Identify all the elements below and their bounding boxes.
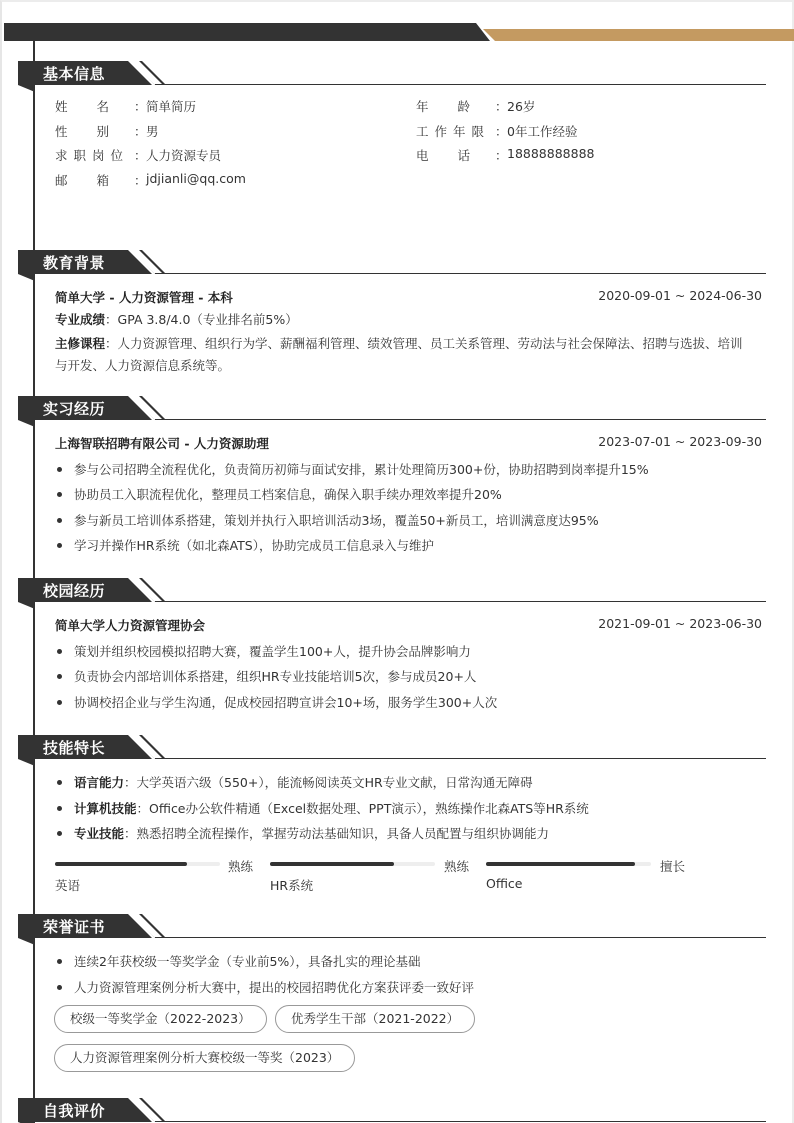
campus-bullet: 协调校招企业与学生沟通，促成校园招聘宣讲会10+场，服务学生300+人次 <box>55 693 497 711</box>
section-header <box>18 250 766 274</box>
info-label-char: 姓 <box>55 99 68 114</box>
info-colon: ： <box>495 148 508 163</box>
section-honors <box>18 914 766 938</box>
info-label-char: 岗 <box>91 148 105 163</box>
info-value-position: 人力资源专员 <box>146 148 222 163</box>
section-divider <box>155 758 766 759</box>
section-header <box>18 396 766 420</box>
internship-bullet: 学习并操作HR系统（如北森ATS），协助完成员工信息录入与维护 <box>55 536 434 554</box>
gpa-label: 专业成绩 <box>55 312 106 327</box>
education-courses <box>55 333 762 355</box>
info-label-char: 话 <box>457 148 470 163</box>
internship-bullet: 协助员工入职流程优化，整理员工档案信息，确保入职手续办理效率提升20% <box>55 485 502 503</box>
stripes-icon <box>114 735 169 759</box>
info-label-char: 位 <box>110 148 123 163</box>
section-header <box>18 1098 766 1122</box>
honor-tag: 校级一等奖学金（2022-2023） <box>54 1005 267 1033</box>
info-colon: ： <box>134 173 147 188</box>
info-label-char: 电 <box>416 148 429 163</box>
section-header <box>18 578 766 602</box>
section-skills <box>18 735 766 759</box>
info-label-char: 龄 <box>457 99 470 114</box>
section-tab-fold <box>18 85 35 92</box>
stripes-icon <box>114 578 169 602</box>
courses-value: ：人力资源管理、组织行为学、薪酬福利管理、绩效管理、员工关系管理、劳动法与社会保障法、招聘与选拔、培训 <box>105 336 743 351</box>
info-label-char: 年 <box>452 124 466 139</box>
education-gpa <box>55 309 762 331</box>
campus-heading: 简单大学人力资源管理协会 <box>55 618 206 633</box>
info-colon: ： <box>134 148 147 163</box>
education-courses-cont <box>55 355 762 377</box>
gpa-value: ：GPA 3.8/4.0（专业排名前5%） <box>105 312 298 327</box>
campus-date: 2021-09-01 ~ 2023-06-30 <box>598 616 762 631</box>
section-header <box>18 735 766 759</box>
skill-bullet: 计算机技能：Office办公软件精通（Excel数据处理、PPT演示），熟练操作北森ATS等HR系统 <box>55 799 589 817</box>
education-date: 2020-09-01 ~ 2024-06-30 <box>598 288 762 303</box>
info-colon: ： <box>134 124 147 139</box>
section-title: 基本信息 <box>43 65 106 83</box>
info-colon: ： <box>495 99 508 114</box>
info-label-char: 作 <box>434 124 447 139</box>
section-header <box>18 61 766 85</box>
section-divider <box>155 601 766 602</box>
skill-name-hr-system: HR系统 <box>270 878 314 893</box>
section-basic-info <box>18 61 766 85</box>
honor-bullet: 人力资源管理案例分析大赛中，提出的校园招聘优化方案获评委一致好评 <box>55 978 474 996</box>
info-value-gender: 男 <box>146 124 159 139</box>
campus-bullet: 策划并组织校园模拟招聘大赛，覆盖学生100+人，提升协会品牌影响力 <box>55 642 471 660</box>
section-divider <box>155 273 766 274</box>
info-colon: ： <box>495 124 508 139</box>
info-label-char: 职 <box>73 148 86 163</box>
skill-name-office: Office <box>486 876 523 891</box>
skill-bar-hr-system <box>270 862 435 866</box>
internship-bullet: 参与新员工培训体系搭建，策划并执行入职培训活动3场，覆盖50+新员工，培训满意度达95% <box>55 511 599 529</box>
skill-bar-fill <box>55 862 187 866</box>
skill-name-english: 英语 <box>55 878 81 893</box>
honor-bullet: 连续2年获校级一等奖学金（专业前5%），具备扎实的理论基础 <box>55 952 421 970</box>
top-decor-gold-bar <box>483 29 794 41</box>
info-label-char: 性 <box>55 124 68 139</box>
honor-tag: 人力资源管理案例分析大赛校级一等奖（2023） <box>54 1044 355 1072</box>
section-internship <box>18 396 766 420</box>
section-title: 校园经历 <box>43 582 106 600</box>
stripes-icon <box>114 914 169 938</box>
info-label-char: 名 <box>96 99 109 114</box>
stripes-icon <box>114 61 169 85</box>
info-value-age: 26岁 <box>507 99 536 114</box>
section-title: 技能特长 <box>43 739 106 757</box>
info-value-experience: 0年工作经验 <box>507 124 578 139</box>
courses-value-cont: 与开发、人力资源信息系统等。 <box>55 358 231 373</box>
info-value-email: jdjianli@qq.com <box>146 171 246 186</box>
section-divider <box>155 419 766 420</box>
section-education <box>18 250 766 274</box>
skill-bullet: 专业技能：熟悉招聘全流程操作，掌握劳动法基础知识，具备人员配置与组织协调能力 <box>55 824 549 842</box>
skill-bullet: 语言能力：大学英语六级（550+），能流畅阅读英文HR专业文献，日常沟通无障碍 <box>55 773 533 791</box>
section-title: 教育背景 <box>43 254 106 272</box>
section-title: 荣誉证书 <box>43 918 106 936</box>
info-label-char: 限 <box>471 124 484 139</box>
info-label-char: 别 <box>96 124 109 139</box>
info-value-name: 简单简历 <box>146 99 197 114</box>
info-label-char: 工 <box>416 124 429 139</box>
internship-bullet: 参与公司招聘全流程优化，负责简历初筛与面试安排，累计处理简历300+份，协助招聘到岗率提升15% <box>55 460 649 478</box>
stripes-icon <box>114 1098 169 1122</box>
section-divider <box>155 1121 766 1122</box>
top-decor-dark-bar <box>4 23 490 41</box>
section-divider <box>155 937 766 938</box>
section-title: 自我评价 <box>43 1102 106 1120</box>
internship-heading-row <box>55 434 762 452</box>
skill-bar-office <box>486 862 651 866</box>
section-campus <box>18 578 766 602</box>
stripes-icon <box>114 250 169 274</box>
stripes-icon <box>114 396 169 420</box>
skill-level-hr-system: 熟练 <box>444 859 470 874</box>
skill-level-office: 擅长 <box>660 859 686 874</box>
skill-bar-fill <box>270 862 394 866</box>
section-self-evaluation <box>18 1098 766 1122</box>
info-label-char: 年 <box>416 99 429 114</box>
internship-date: 2023-07-01 ~ 2023-09-30 <box>598 434 762 449</box>
honor-tag: 优秀学生干部（2021-2022） <box>275 1005 475 1033</box>
info-label-char: 邮 <box>55 173 68 188</box>
skill-level-english: 熟练 <box>228 859 254 874</box>
campus-bullet: 负责协会内部培训体系搭建，组织HR专业技能培训5次，参与成员20+人 <box>55 667 476 685</box>
skill-bar-fill <box>486 862 635 866</box>
section-header <box>18 914 766 938</box>
info-label-char: 求 <box>55 148 68 163</box>
courses-label: 主修课程 <box>55 336 106 351</box>
info-value-phone: 18888888888 <box>507 146 595 161</box>
info-label-char: 箱 <box>96 173 109 188</box>
info-colon: ： <box>134 99 147 114</box>
section-title: 实习经历 <box>43 400 106 418</box>
skill-bar-english <box>55 862 220 866</box>
education-heading: 简单大学 - 人力资源管理 - 本科 <box>55 290 233 305</box>
campus-heading-row <box>55 616 762 634</box>
education-heading-row <box>55 288 762 306</box>
internship-heading: 上海智联招聘有限公司 - 人力资源助理 <box>55 436 269 451</box>
section-divider <box>155 84 766 85</box>
